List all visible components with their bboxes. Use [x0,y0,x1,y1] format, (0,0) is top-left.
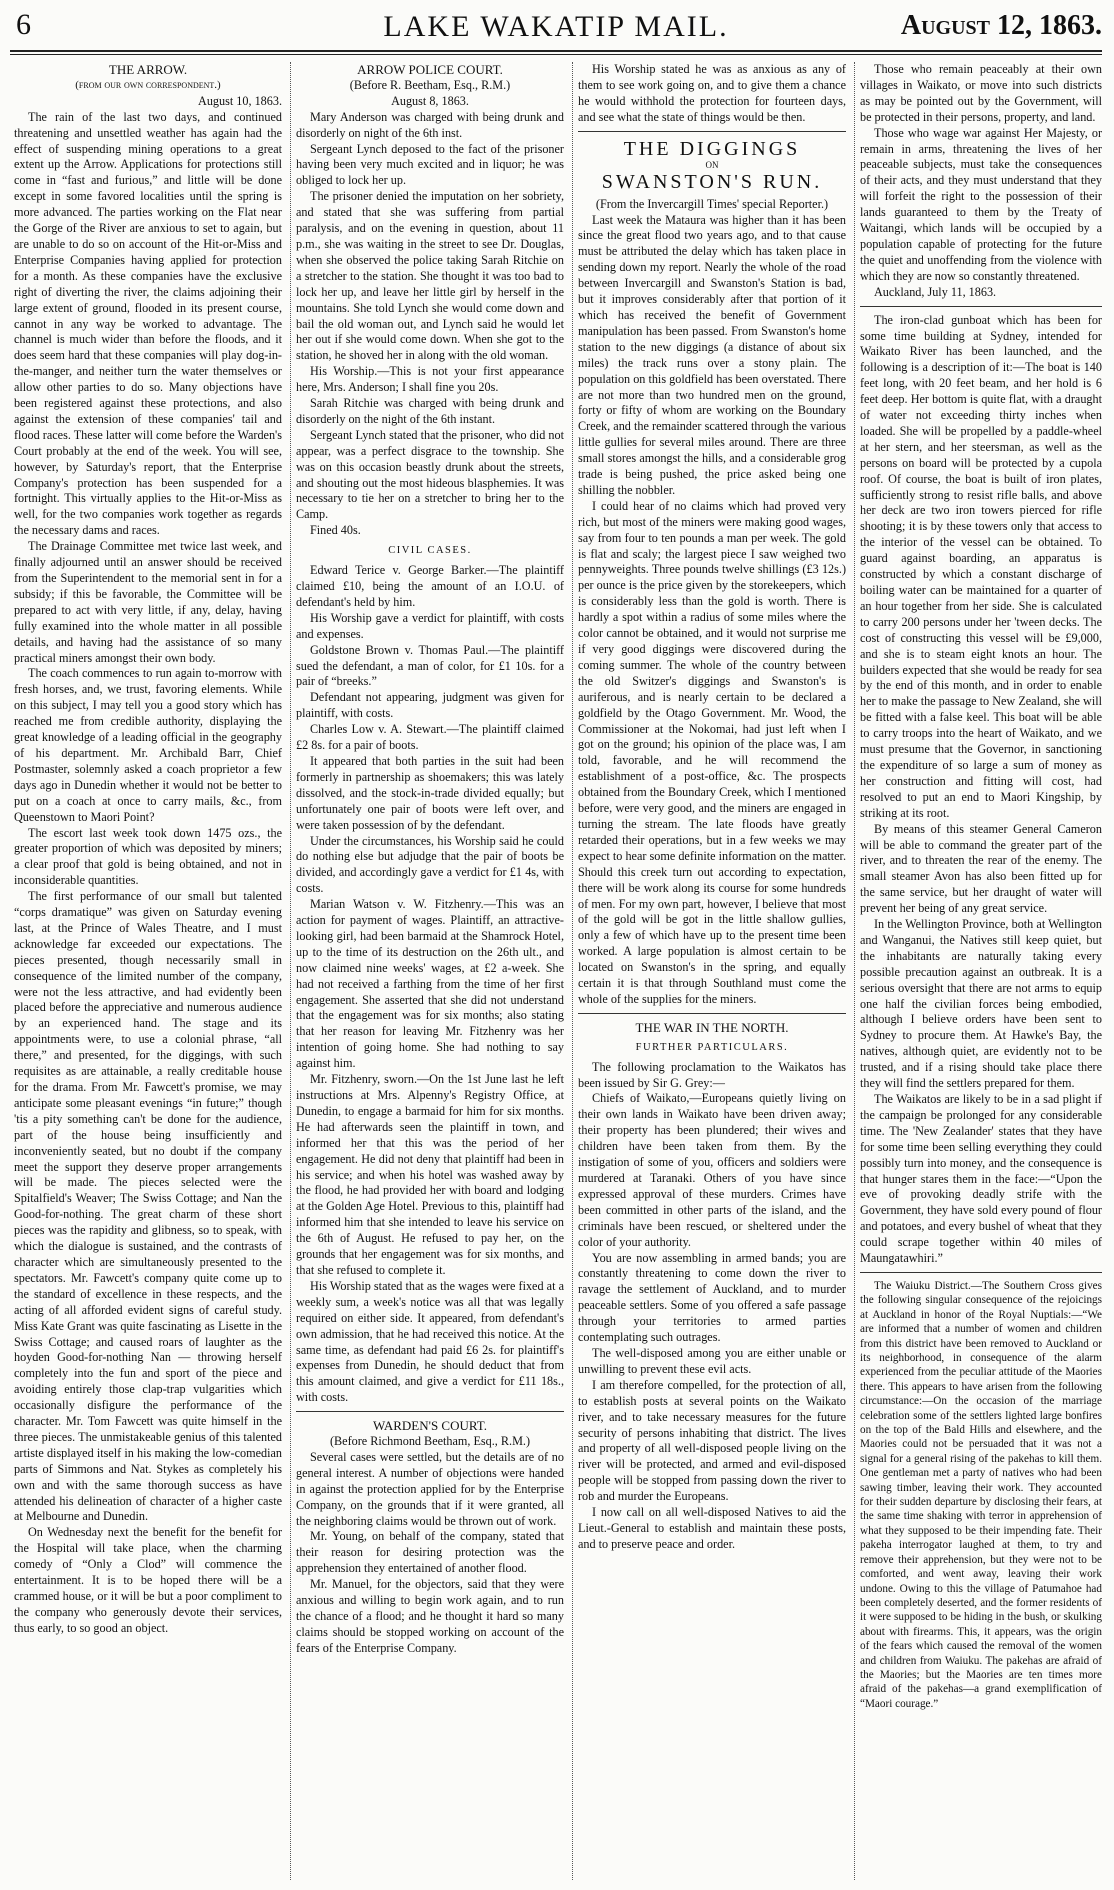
article-heading: WARDEN'S COURT. [373,1418,487,1434]
article-heading: THE ARROW. [108,62,188,77]
article-source: (from our own correspondent.) [75,78,221,91]
paragraph: Last week the Mataura was higher than it has been since the great flood two years ago, and to that cause must be attributed the delay which has taken place in sending down my report. Nearly the whole of the road between Invercargill and Swanston's Station is bad, but it improves considerably after that portion of it which has received the benefit of Government manipulation has been passed. From Swanston's home station to the new diggings (a distance of about six miles) the track runs over a stony plain. The population on this goldfield has been overstated. There are not more than two hundred men on the ground, forty or fifty of whom are working on the Boundary Creek, and the remainder scattered through the various little gullies for several miles around. There are three small stores amongst the hills, and a considerable grog trade is being pushed, the price asked being one shilling the nobbler. [578,212,846,497]
paragraph: It appeared that both parties in the suit had been formerly in partnership as shoemakers; this was lately dissolved, and the stock-in-trade divided equally; but unfortunately one pair of boots were left over, and were taken possession of by the defendant. [296,753,564,832]
paragraph: The escort last week took down 1475 ozs., the greater proportion of which was deposited by miners; a clear proof that gold is being obtained, and not in inconsiderable quantities. [14,825,282,888]
article-heading: THE WAR IN THE NORTH. [635,1019,789,1035]
paragraph: The rain of the last two days, and continued threatening and unsettled weather has again had the effect of suspending mining operations to a great extent up the Arrow. Applications for protections still come in “fast and furious,” and little will be done except in some favored localities until the spring is more advanced. The parties working on the Flat near the Gorge of the River are anxious to set to again, but are unable to do so on account of the Hit-or-Miss and Enterprise Companies having applied for protection for a month. As these companies have the exclusive right of diverting the river, the claims adjoining their large extent of ground, flooded in its present course, cannot in any way be worked to advantage. The channel is much wider than before the floods, and it does seem hard that these companies will play dog-in-the-manger, and neither turn the water themselves or allow other parties to do so. Many objections have been registered against these protections, and also against the extension of these companies' tail and flood races. These latter will come before the Warden's Court probably at the end of the week. You will see, however, by Saturday's report, that the Enterprise Company's protection has been suspended for a fortnight. This virtually applies to the Hit-or-Miss as well, for the two companies work together as regards the necessary dams and races. [14,109,282,538]
paragraph: His Worship gave a verdict for plaintiff, with costs and expenses. [296,610,564,641]
paragraph: His Worship stated he was as anxious as any of them to see work going on, and to give them a chance he would withhold the protection for fourteen days, and see what the state of things would be then. [578,62,846,124]
paragraph: The prisoner denied the imputation on her sobriety, and stated that she was suffering from partial paralysis, and on the evening in question, about 11 p.m., she was waiting in the street to see Dr. Douglas, when she observed the police taking Sarah Ritchie on a stretcher to the station. She thought it was too bad to lock her up, and leave her little girl by herself in the mountains. She told Lynch she would come down and bail the old woman out, and Lynch said he would let her out if she would come down. When she got to the station, he shoved her in along with the old woman. [296,189,564,363]
paragraph: Marian Watson v. W. Fitzhenry.—This was an action for payment of wages. Plaintiff, an attractive-looking girl, had been barmaid at the Shamrock Hotel, up to the time of its destruction on the 26th ult., and now claimed nine weeks' wages, at £2 a-week. She had not received a farthing from the time of her first engagement. She asserted that she did not understand that the engagement was for six months; also stating that her reason for leaving Mr. Fitzhenry was her intention of going home. She had nothing to say against him. [296,897,564,1071]
heading-connector: ON [705,159,719,170]
section-subheading: CIVIL CASES. [388,545,472,557]
paragraph: Under the circumstances, his Worship said he could do nothing else but adjudge that the pair of boots be divided, and accordingly gave a verdict for £1 4s, with costs. [296,833,564,896]
paragraph: On Wednesday next the benefit for the benefit for the Hospital will take place, when the charming comedy of “Only a Clod” will commence the entertainment. It is to be hoped there will be a crammed house, or it will be but a poor compliment to the company who generously devote their services, thus early, to so good an object. [14,1525,282,1635]
court-magistrate: (Before Richmond Beetham, Esq., R.M.) [329,1434,531,1449]
paragraph: Sergeant Lynch stated that the prisoner, who did not appear, was a perfect disgrace to the township. She was on this occasion beastly drunk about the streets, and shouting out the most hideous blasphemies. It was necessary to tie her on a stretcher to bring her to the Camp. [296,427,564,522]
paragraph: Goldstone Brown v. Thomas Paul.—The plaintiff sued the defendant, a man of color, for £1 10s. for a pair of “breeks.” [296,642,564,689]
paragraph: Those who remain peaceably at their own villages in Waikato, or move into such districts as may be pointed out by the Government, will be protected in their persons, property, and land. [860,62,1102,124]
paragraph: Edward Terice v. George Barker.—The plaintiff claimed £10, being the amount of an I.O.U. of defendant's held by him. [296,563,564,609]
paragraph: The coach commences to run again to-morrow with fresh horses, and, we trust, favoring elements. While on this subject, I may tell you a good story which has reached me from credible authority, displaying the great knowledge of a leading official in the geography of his department. Mr. Archibald Barr, Chief Postmaster, solemnly asked a coach proprietor a few days ago in Dunedin whether it would not be better to put on a coach at once to carry mails, &c., from Queenstown to Maori Point? [14,666,282,824]
paragraph: Sergeant Lynch deposed to the fact of the prisoner having been very much excited and in liquor; he was obliged to lock her up. [296,141,564,188]
paragraph: Charles Low v. A. Stewart.—The plaintiff claimed £2 8s. for a pair of boots. [296,722,564,753]
paragraph: I now call on all well-disposed Natives to aid the Lieut.-General to establish and maintain these posts, and to preserve peace and order. [578,1505,846,1551]
paragraph: Defendant not appearing, judgment was given for plaintiff, with costs. [296,690,564,721]
paragraph: His Worship stated that as the wages were fixed at a weekly sum, a week's notice was all that was legally required on either side. It appeared, from defendant's own admission, that he had received this notice. At the same time, as defendant had paid £6 2s. for plaintiff's expenses from Dunedin, he should deduct that from this amount claimed, and give a verdict for £11 18s., with costs. [296,1278,564,1405]
page-number: 6 [16,8,31,41]
column-divider [290,62,291,1880]
section-rule [860,1272,1102,1273]
paragraph: Those who wage war against Her Majesty, or remain in arms, threatening the lives of her peaceable subjects, must take the consequences of their acts, and they must understand that they will forfeit the right to the possession of their lands guaranteed to them by the Treaty of Waitangi, which lands will be occupied by a population capable of protecting for the future the quiet and unoffending from the violence with which they are now so constantly threatened. [860,125,1102,283]
column-divider [854,62,855,1880]
paragraph: You are now assembling in armed bands; you are constantly threatening to come down the river to ravage the settlement of Auckland, and to murder peaceable settlers. Some of you offered a safe passage through your territories to armed parties contemplating such outrages. [578,1250,846,1345]
column-3 [578,62,846,1884]
paragraph: Fined 40s. [310,523,361,538]
paragraph: Mary Anderson was charged with being drunk and disorderly on night of the 6th inst. [296,109,564,140]
paragraph: I could hear of no claims which had proved very rich, but most of the miners were making good wages, say from four to ten pounds a man per week. The gold is flat and scaly; the largest piece I saw weighed two pennyweights. Three pounds twelve shillings (£3 12s.) per ounce is the price given by the storekeepers, which is considerably less than the gold is worth. There is hardly a spot within a radius of some miles where the color cannot be obtained, and it would not surprise me if very good diggings were discovered during the coming summer. The whole of the country between the old Switzer's diggings and Swanston's is auriferous, and is nearly certain to be declared a goldfield by the Otago Government. Mr. Wood, the Commissioner at the Nokomai, had just left when I got on the ground; his opinion of the place was, I am told, favorable, and he will recommend the establishment of a post-office, &c. The prospects obtained from the Boundary Creek, which I mentioned before, were very good, and the miners are engaged in turning the stream. The late floods have greatly retarded their operations, but in a few weeks we may expect to hear some definite information on the matter. Should this creek turn out according to expectation, there will be work along its course for some hundreds of men. For my own part, however, I believe that most of the gold will be got in the little shallow gullies, only a few of which have up to the present time been worked. A large population is almost certain to be located on Swanston's in the spring, and equally certain it is that through Southland must come the whole of the supplies for the miners. [578,498,846,1006]
masthead [10,6,1102,46]
column-2 [296,62,564,1884]
article-heading: ARROW POLICE COURT. [357,62,503,77]
paragraph: Mr. Young, on behalf of the company, stated that their reason for desiring protection was the apprehension they entertained of another flood. [296,1529,564,1576]
paragraph: The Waikatos are likely to be in a sad plight if the campaign be prolonged for any considerable time. The 'New Zealander' states that they have for some time been selling everything they could possibly turn into money, and the consequence is that hunger stares them in the face:—“Upon the eve of provoking deadly strife with the Government, they have sold every pound of flour and potatoes, and every bushel of wheat that they could scrape together within 40 miles of Maungatawhiri.” [860,1092,1102,1266]
column-divider [572,62,573,1880]
court-magistrate: (Before R. Beetham, Esq., R.M.) [349,77,511,92]
paragraph: By means of this steamer General Cameron will be able to command the greater part of the river, and to threaten the rear of the enemy. The small steamer Avon has also been fitted up for the same service, but her draught of water will prevent her being of any great service. [860,821,1102,916]
paragraph: The Waiuku District.—The Southern Cross gives the following singular consequence of the rejoicings at Auckland in honor of the Royal Nuptials:—“We are informed that a number of women and children from this district have been removed to Auckland or its neighborhood, in consequence of the alarm experienced from the peculiar attitude of the Maories there. This appears to have arisen from the following circumstance:—On the occasion of the marriage celebration some of the settlers lighted large bonfires on the top of the Bald Hills and elsewhere, and the Maories could not be persuaded that it was not a signal for a general rising of the pakehas to kill them. One gentleman met a party of natives who had been sawing timber, leaving their work. They accounted for their sudden departure by disclosing their fears, at the same time shaking with terror in apprehension of what they supposed to be their impending fate. Their pakeha interrogator laughed at them, to try and remove their apprehension, but they were not to be comforted, and went away, leaving their work undone. Owing to this the village of Patumahoe had been completely deserted, and the former residents of it were supposed to be hiding in the bush, or skulking about with firearms. This, it appears, was the origin of the fears which caused the removal of the women and children from Waiuku. The pakehas are afraid of the Maories; but the Maories are ten times more afraid of the pakehas—a grand exemplification of “Maori courage.” [860,1279,1102,1710]
article-dateline: August 8, 1863. [391,93,469,108]
issue-date: August 12, 1863. [900,10,1102,41]
paragraph: I am therefore compelled, for the protection of all, to establish posts at several points on the Waikato river, and to take necessary measures for the future security of persons inhabiting that district. The lives and property of all well-disposed people living on the river will be protected, and armed and evil-disposed people will be stopped from passing down the river to rob and murder the Europeans. [578,1377,846,1504]
paragraph: The following proclamation to the Waikatos has been issued by Sir G. Grey:— [578,1059,846,1090]
paragraph: Mr. Fitzhenry, sworn.—On the 1st June last he left instructions at Mrs. Alpenny's Registry Office, at Dunedin, to engage a barmaid for him for six months. He had afterwards seen the plaintiff in town, and informed her that this was the period of her engagement. He did not deny that plaintiff had been in his service; and when his hotel was washed away by the flood, he had provided her with board and lodging at the Golden Age Hotel. Previous to this, plaintiff had informed him that she intended to leave his service on the 6th of August. He refused to pay her, on the grounds that her engagement was for six months, and that she refused to complete it. [296,1072,564,1277]
section-rule [860,306,1102,307]
paragraph: The iron-clad gunboat which has been for some time building at Sydney, intended for Waikato River has been launched, and the following is a description of it:—The boat is 140 feet long, with 20 feet beam, and her hold is 6 feet deep. Her bottom is quite flat, with a draught of water not exceeding thirty inches when loaded. She will be propelled by a paddle-wheel at her stern, and her steersman, as well as the persons on board will be protected by a cupola roof. Of course, the boat is built of iron plates, sufficiently strong to resist rifle balls, and above her deck are two iron towers pierced for rifle shooting; it is by these towers only that access to the interior of the vessel can be obtained. To guard against boarding, an apparatus is constructed by which a constant discharge of boiling water can be maintained for a quarter of an hour together from her side. She is calculated to carry 200 persons under her 'tween decks. The cost of constructing this vessel will be £9,000, and she is to steam eight knots an hour. The builders expected that she would be ready for sea by the end of this month, and in order to enable her to make the passage to New Zealand, she will be fitted with a false keel. This boat will be able to carry troops into the heart of Waikato, and we must presume that the Governor, in sanctioning the expenditure of so large a sum of money as her construction and fitting will cost, had resolved to put an end to Maori Kingship, by striking at its root. [860,312,1102,820]
paragraph: His Worship.—This is not your first appearance here, Mrs. Anderson; I shall fine you 20s. [296,364,564,395]
paragraph: Sarah Ritchie was charged with being drunk and disorderly on the night of the 6th instant. [296,396,564,426]
column-1 [14,62,282,1884]
paragraph: The Drainage Committee met twice last week, and finally adjourned until an answer should be received from the Superintendent to the memorial sent in for a subsidy; if this be favorable, the Committee will be prepared to act with very little, if any, delay, having fully examined into the whole matter in all possible details, and having had the assistance of so many practical miners amongst their own body. [14,539,282,665]
paragraph: In the Wellington Province, both at Wellington and Wanganui, the Natives still keep quiet, but the inhabitants are naturally taking every possible precaution against an outbreak. It is a serious oversight that there are not arms to equip one half the civilian forces being embodied, although I believe orders have been sent to Sydney to procure them. At Hawke's Bay, the natives, although quiet, are evidently not to be trusted, and if a rising should take place there they will find the settlers prepared for them. [860,917,1102,1091]
article-dateline: August 10, 1863. [198,93,282,108]
paragraph: Several cases were settled, but the details are of no general interest. A number of objections were handed in against the protection applied for by the Enterprise Company, on the grounds that if it were granted, all the neighboring claims would be thrown out of work. [296,1449,564,1528]
section-rule [578,131,846,132]
article-heading-sub: SWANSTON'S RUN. [601,170,823,193]
masthead-rule [10,50,1102,55]
section-rule [296,1411,564,1412]
paragraph: The well-disposed among you are either unable or unwilling to prevent these evil acts. [578,1345,846,1376]
article-source: (From the Invercargill Times' special Reporter.) [595,196,829,211]
section-subheading: FURTHER PARTICULARS. [635,1041,789,1053]
paragraph: Chiefs of Waikato,—Europeans quietly living on their own lands in Waikato have been driven away; their property has been plundered; their wives and children have been taken from them. By the instigation of some of you, officers and soldiers were murdered at Taranaki. Others of you have since expressed approval of these murders. Crimes have been committed in other parts of the island, and the criminals have been rescued, or sheltered under the color of your authority. [578,1091,846,1249]
paragraph: Mr. Manuel, for the objectors, said that they were anxious and willing to begin work again, and to run the chance of a flood; and he thought it hard so many claims should be stopped working on account of the fears of the Enterprise Company. [296,1577,564,1655]
section-rule [578,1013,846,1014]
article-heading: THE DIGGINGS [623,137,801,160]
column-4 [860,62,1102,1884]
proclamation-signoff: Auckland, July 11, 1863. [874,284,997,299]
masthead-title: LAKE WAKATIP MAIL. [383,10,729,43]
paragraph: The first performance of our small but talented “corps dramatique” was given on Saturday evening last, at the Prince of Wales Theatre, and I must acknowledge far exceeded our expectations. The pieces presented, though necessarily small in consequence of the limited number of the company, were not the less attractive, and had evidently been placed before the appreciative and numerous audience by an experienced hand. The stage and its appointments were, to use a colonial phrase, “all there,” and presented, for the diggings, with such requisites as are attainable, a really creditable house for the drama. From Mr. Fawcett's promise, we may anticipate some pleasant evenings “in future;” though 'tis a pity something can't be done for the audience, part of the house being insufficiently and inconveniently seated, but no doubt if the company meet the support they deserve proper arrangements will be made. The pieces selected were the Spitalfield's Weaver; The Swiss Cottage; and Nan the Good-for-nothing. The great charm of these short pieces was the rapidity and glibness, so to speak, with which the dialogue is sustained, and the contrasts of character which are simultaneously presented to the spectators. Mr. Fawcett's company quite come up to the standard of excellence in these respects, and the acting of all afforded evident signs of careful study. Miss Kate Grant was quite fascinating as Lisette in the Swiss Cottage; and caused roars of laughter as the hoyden Good-for-nothing Nan — throwing herself completely into the fun and sport of the piece and avoiding entirely those clap-trap vulgarities which occasionally disfigure the performance of the character. Mr. Tom Fawcett was quite himself in the three pieces. The unmistakeable genius of this talented artiste displayed itself in his making the low-comedian parts of Simmons and Nat. Stykes as completely his own and with the same thorough success as have attended his delineation of character of a higher caste at Melbourne and Dunedin. [14,889,282,1524]
